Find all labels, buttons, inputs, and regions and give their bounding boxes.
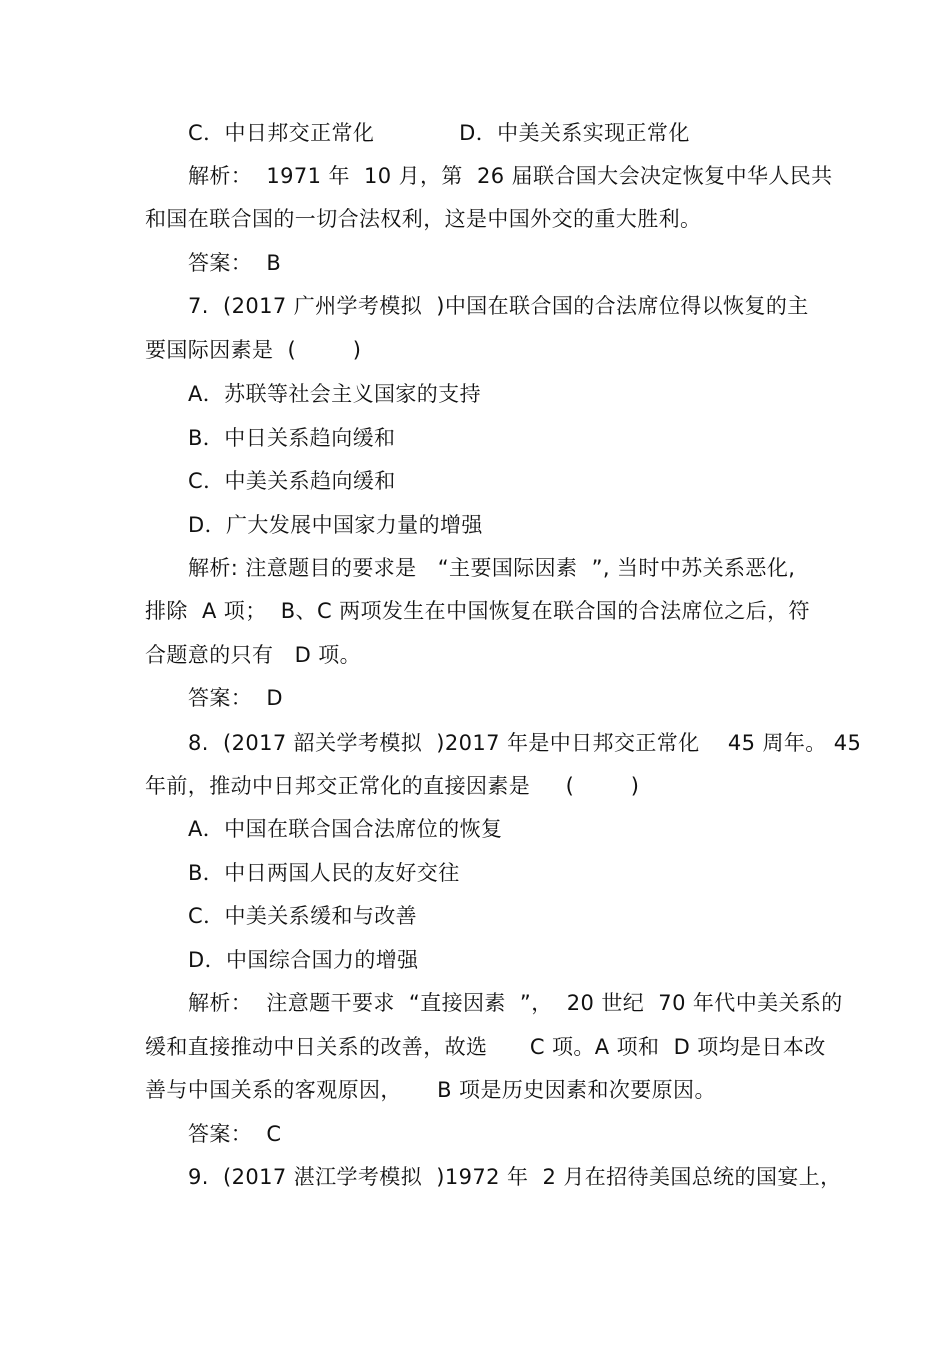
q9-stem-line-1: 9. (2017 湛江学考模拟 )1972 年 2 月在招待美国总统的国宴上， xyxy=(188,1165,842,1189)
q7-option-a: A．苏联等社会主义国家的支持 xyxy=(188,382,481,406)
q7-stem-line-2: 要国际因素是 ( ) xyxy=(145,338,362,362)
q8-analysis-line-2: 缓和直接推动中日关系的改善，故选 C 项。A 项和 D 项均是日本改 xyxy=(145,1035,826,1059)
q6-options-c-d: C．中日邦交正常化 D．中美关系实现正常化 xyxy=(188,121,690,145)
q7-stem-line-1: 7. (2017 广州学考模拟 )中国在联合国的合法席位得以恢复的主 xyxy=(188,294,809,318)
q7-option-b: B．中日关系趋向缓和 xyxy=(188,426,396,450)
q7-analysis-line-3: 合题意的只有 D 项。 xyxy=(145,643,362,667)
q8-stem-line-1: 8. (2017 韶关学考模拟 )2017 年是中日邦交正常化 45 周年。 45 xyxy=(188,731,862,755)
q7-answer: 答案： D xyxy=(188,686,283,710)
q8-answer: 答案： C xyxy=(188,1122,282,1146)
q8-stem-line-2: 年前，推动中日邦交正常化的直接因素是 ( ) xyxy=(145,774,640,798)
q6-analysis-line-2: 和国在联合国的一切合法权利，这是中国外交的重大胜利。 xyxy=(145,207,702,231)
q6-analysis-line-1: 解析： 1971 年 10 月，第 26 届联合国大会决定恢复中华人民共 xyxy=(188,164,833,188)
q8-option-d: D．中国综合国力的增强 xyxy=(188,948,419,972)
q7-analysis-line-1: 解析: 注意题目的要求是 “主要国际因素 ”, 当时中苏关系恶化, xyxy=(188,556,796,580)
q8-option-b: B．中日两国人民的友好交往 xyxy=(188,861,460,885)
q6-answer: 答案： B xyxy=(188,251,282,275)
q8-option-a: A．中国在联合国合法席位的恢复 xyxy=(188,817,503,841)
q8-analysis-line-1: 解析： 注意题干要求 “直接因素 ”， 20 世纪 70 年代中美关系的 xyxy=(188,991,843,1015)
q8-analysis-line-3: 善与中国关系的客观原因， B 项是历史因素和次要原因。 xyxy=(145,1078,716,1102)
q7-analysis-line-2: 排除 A 项； B、C 两项发生在中国恢复在联合国的合法席位之后，符 xyxy=(145,599,810,623)
q7-option-c: C．中美关系趋向缓和 xyxy=(188,469,396,493)
q7-option-d: D．广大发展中国家力量的增强 xyxy=(188,513,483,537)
q8-option-c: C．中美关系缓和与改善 xyxy=(188,904,418,928)
